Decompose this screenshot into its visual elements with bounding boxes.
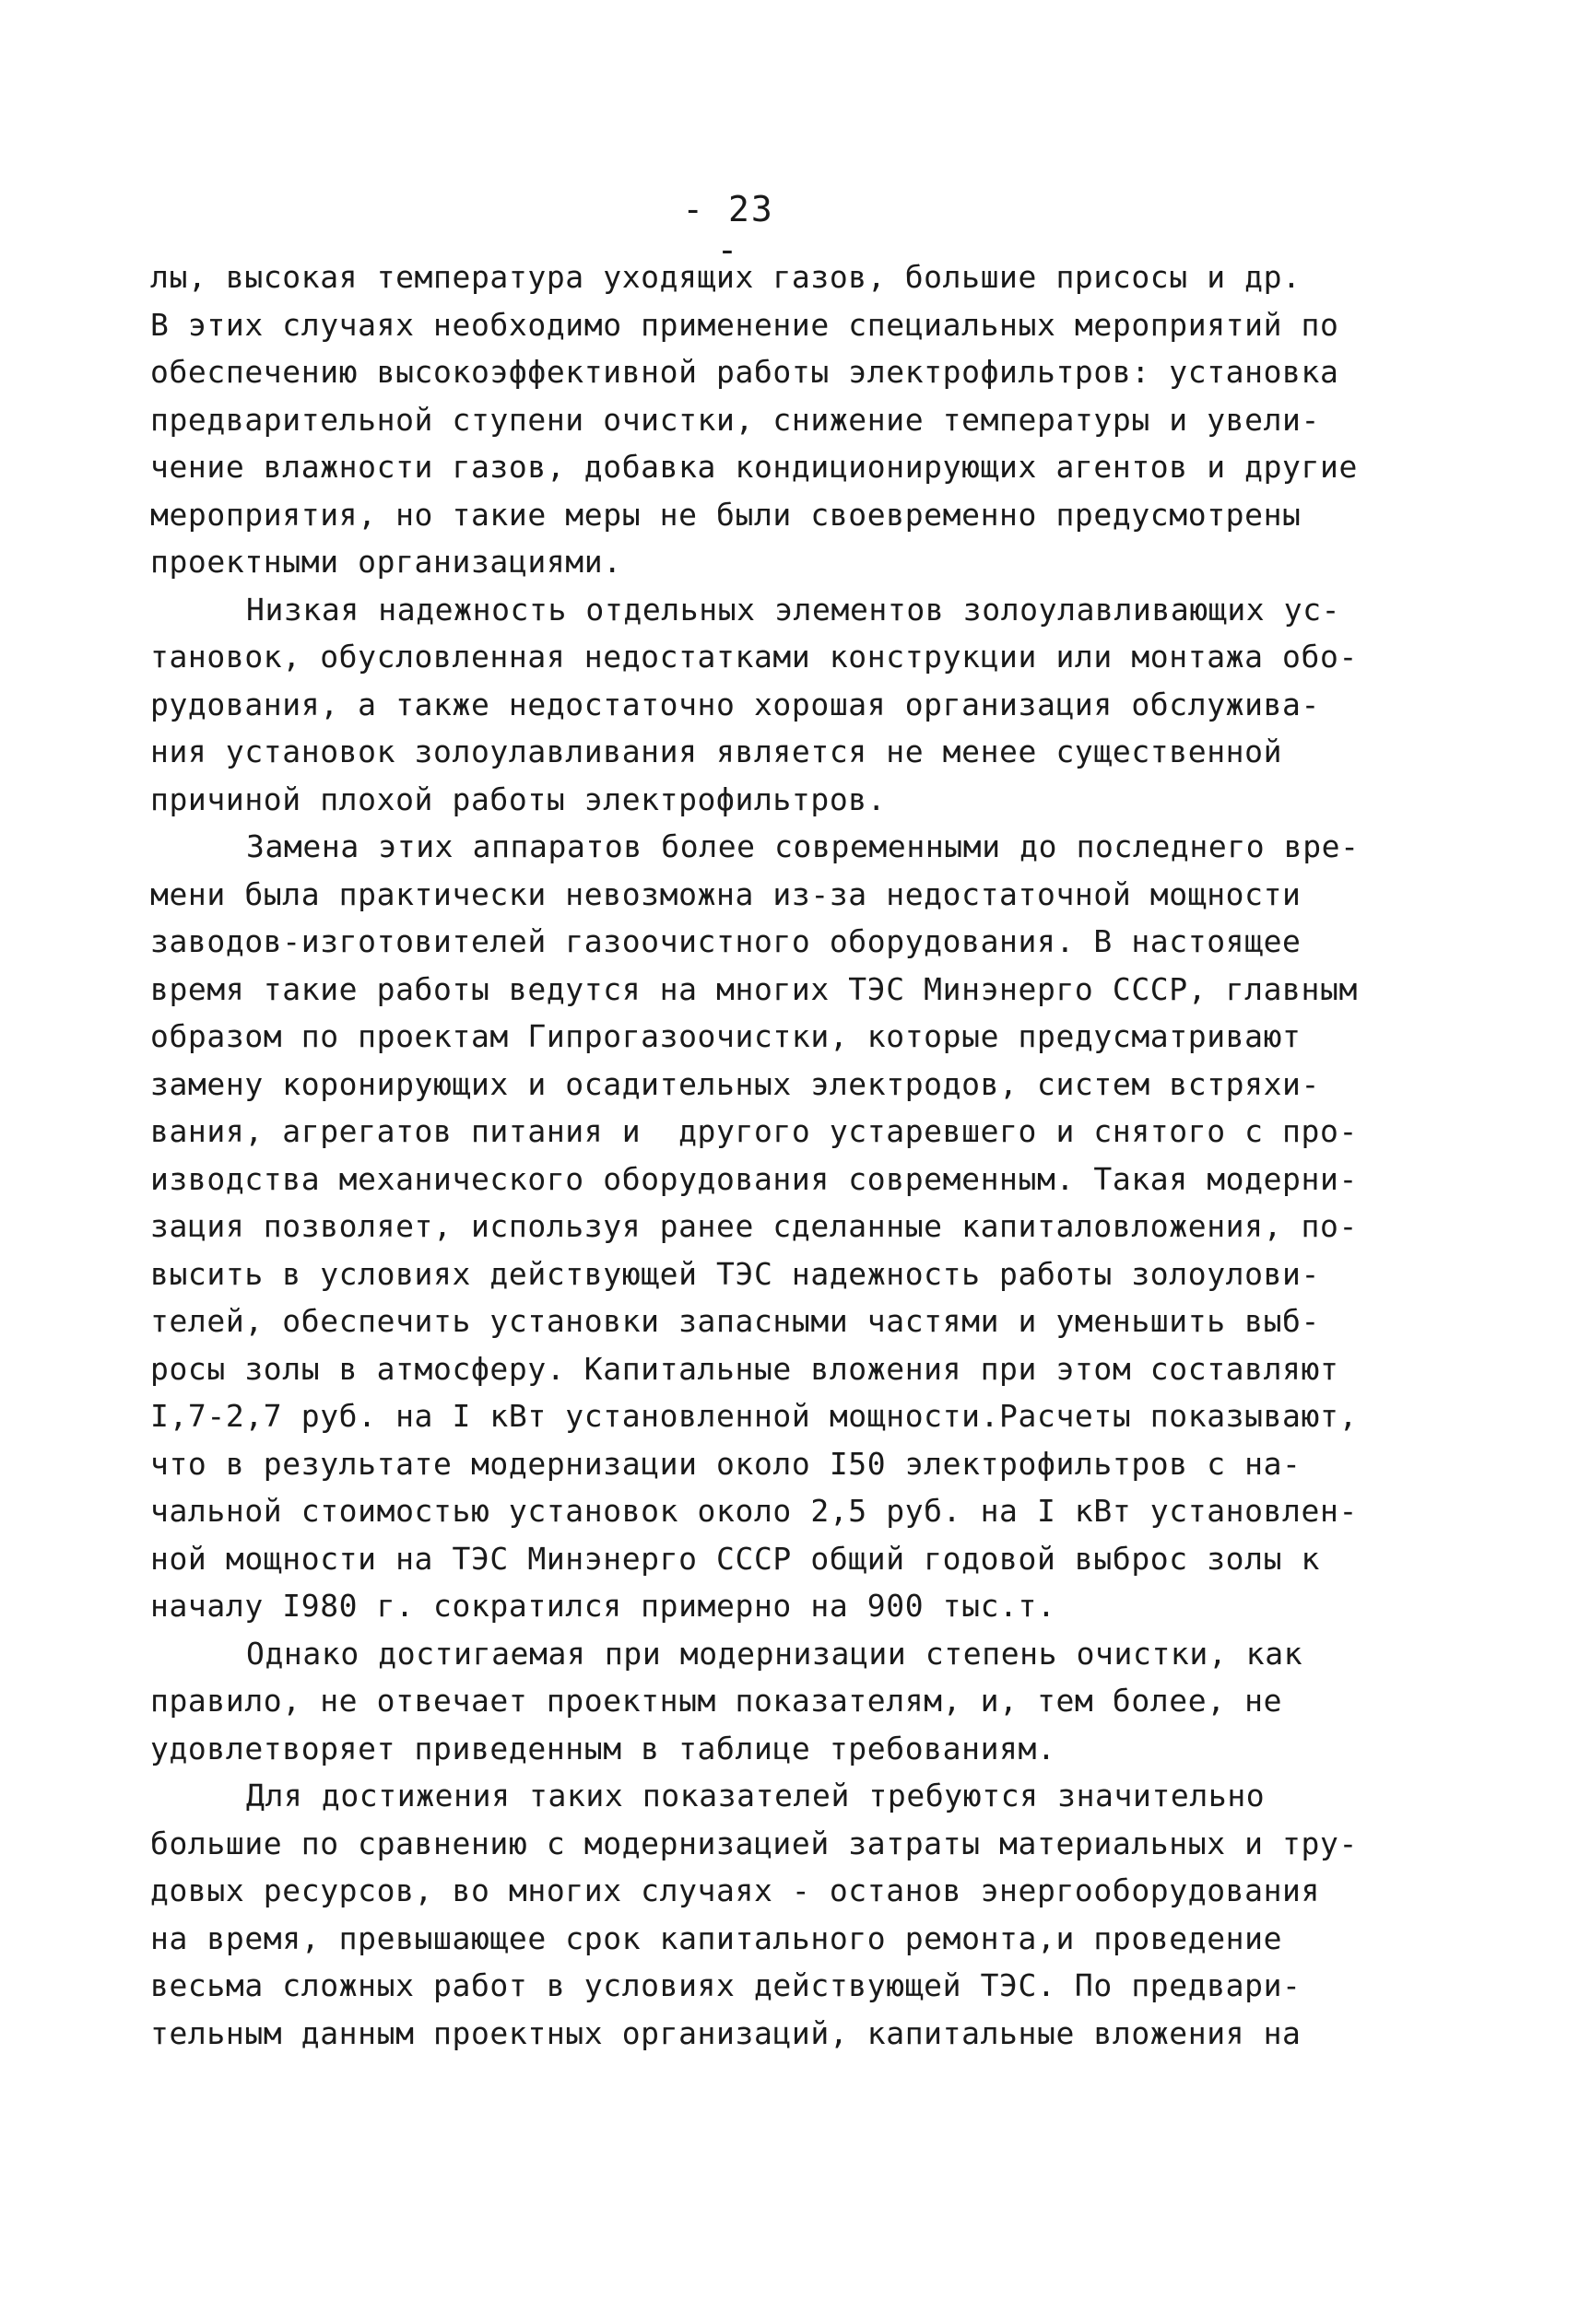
text-line: В этих случаях необходимо применение специальных мероприятий по	[150, 306, 1339, 343]
text-line: время такие работы ведутся на многих ТЭС Минэнерго СССР, главным	[150, 970, 1358, 1007]
text-line: тельным данным проектных организаций, капитальные вложения на	[150, 2014, 1302, 2051]
text-line: обеспечению высокоэффективной работы электрофильтров: установка	[150, 354, 1339, 390]
text-line: лы, высокая температура уходящих газов, большие присосы и др.	[150, 259, 1302, 295]
body-text	[150, 253, 1367, 2057]
text-line: предварительной ступени очистки, снижение температуры и увели-	[150, 401, 1320, 438]
text-line: правило, не отвечает проектным показателям, и, тем более, не	[150, 1683, 1283, 1719]
text-line: Однако достигаемая при модернизации степень очистки, как	[246, 1635, 1303, 1672]
text-line: ния установок золоулавливания является не менее существенной	[150, 734, 1283, 769]
text-line: высить в условиях действующей ТЭС надежность работы золоулови-	[150, 1255, 1320, 1292]
text-line: ной мощности на ТЭС Минэнерго СССР общий годовой выброс золы к	[150, 1540, 1320, 1577]
text-line: чение влажности газов, добавка кондиционирующих агентов и другие	[150, 449, 1358, 485]
text-line: образом по проектам Гипрогазоочистки, которые предусматривают	[150, 1018, 1302, 1054]
text-line: мероприятия, но такие меры не были своевременно предусмотрены	[150, 496, 1302, 533]
text-line: зация позволяет, используя ранее сделанные капиталовложения, по-	[150, 1208, 1358, 1244]
text-line: довых ресурсов, во многих случаях - останов энергооборудования	[150, 1872, 1320, 1908]
text-line: весьма сложных работ в условиях действующей ТЭС. По предвари-	[150, 1967, 1302, 2003]
text-line: Низкая надежность отдельных элементов золоулавливающих ус-	[246, 591, 1341, 628]
text-line: изводства механического оборудования современным. Такая модерни-	[150, 1160, 1358, 1197]
text-line: Замена этих аппаратов более современными до последнего вре-	[246, 828, 1360, 864]
text-line: причиной плохой работы электрофильтров.	[150, 781, 887, 817]
text-line: I,7-2,7 руб. на I кВт установленной мощности.Расчеты показывают,	[150, 1398, 1358, 1434]
text-line: на время, превышающее срок капитального ремонта,и проведение	[150, 1919, 1283, 1956]
page-number: - 23 -	[682, 189, 774, 270]
text-line: рудования, а также недостаточно хорошая организация обслужива-	[150, 686, 1320, 722]
text-line: большие по сравнению с модернизацией затраты материальных и тру-	[150, 1825, 1358, 1861]
text-line: удовлетворяет приведенным в таблице требованиям.	[150, 1730, 1056, 1766]
text-line: тановок, обусловленная недостатками конструкции или монтажа обо-	[150, 639, 1358, 675]
text-line: телей, обеспечить установки запасными частями и уменьшить выб-	[150, 1303, 1320, 1339]
text-line: заводов-изготовителей газоочистного оборудования. В настоящее	[150, 923, 1302, 959]
text-line: замену коронирующих и осадительных электродов, систем встряхи-	[150, 1065, 1320, 1102]
text-line: что в результате модернизации около I50 электрофильтров с на-	[150, 1445, 1302, 1482]
text-line: началу I980 г. сократился примерно на 900 тыс.т.	[150, 1588, 1056, 1624]
text-line: росы золы в атмосферу. Капитальные вложения при этом составляют	[150, 1350, 1339, 1387]
text-line: вания, агрегатов питания и другого устаревшего и снятого с про-	[150, 1113, 1358, 1149]
text-line: Для достижения таких показателей требуются значительно	[246, 1778, 1266, 1813]
text-line: мени была практически невозможна из-за недостаточной мощности	[150, 875, 1302, 912]
text-line: чальной стоимостью установок около 2,5 руб. на I кВт установлен-	[150, 1493, 1358, 1529]
text-line: проектными организациями.	[150, 544, 622, 580]
